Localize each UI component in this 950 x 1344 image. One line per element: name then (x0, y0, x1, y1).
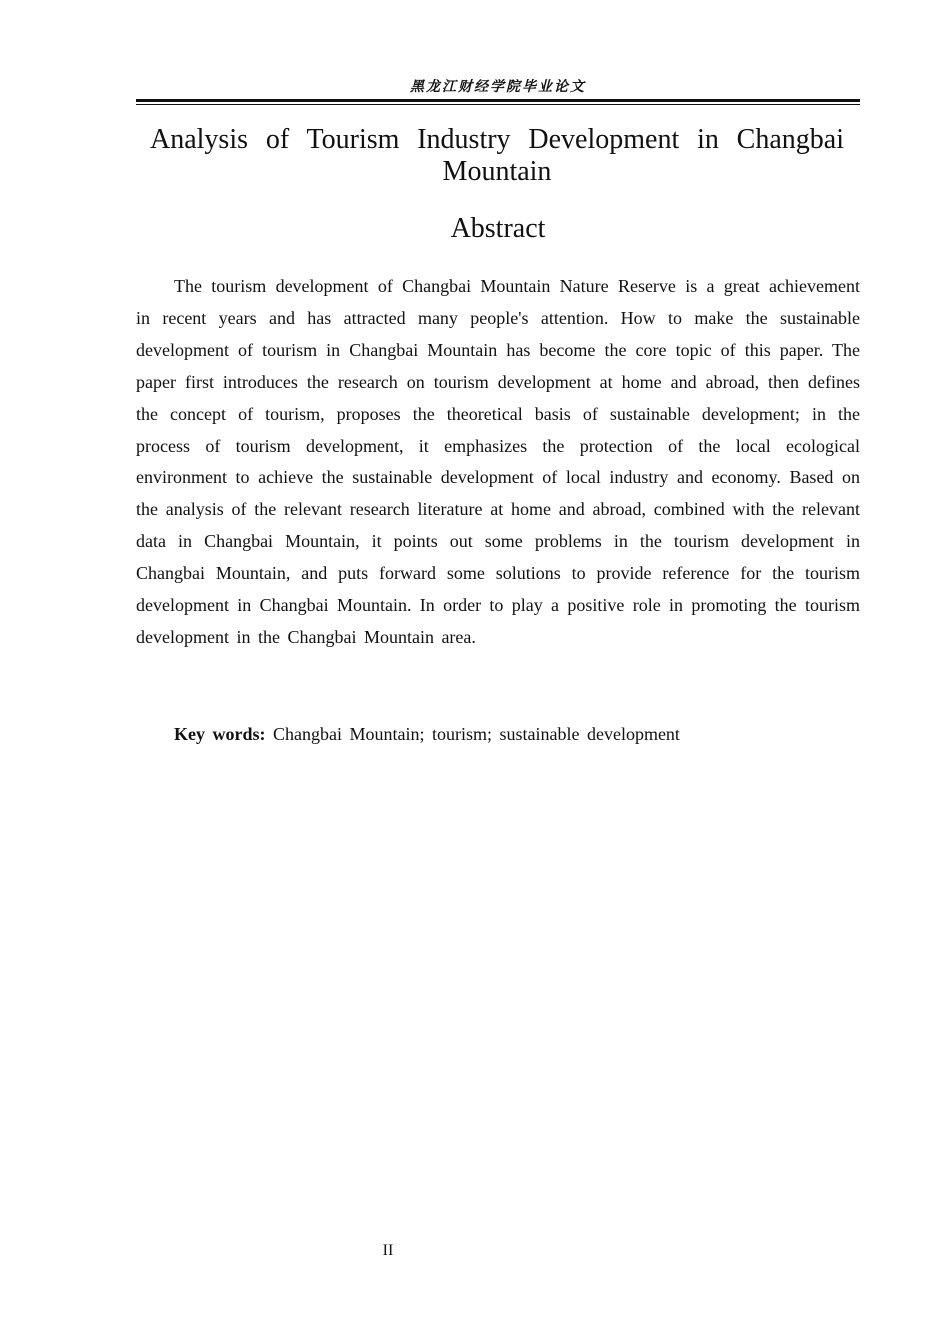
keywords-label: Key words: (174, 724, 266, 744)
abstract-heading: Abstract (450, 213, 546, 244)
running-header: 黑龙江财经学院毕业论文 (410, 79, 586, 95)
abstract-body: The tourism development of Changbai Mountain Nature Reserve is a great achievement in recent years and has attracted many people's attention. How to make the sustainable development of tourism in Changbai Mountain has become the core topic of this paper. The paper first introduces the research on tourism development at home and abroad, then defines the concept of tourism, proposes the theoretical basis of sustainable development; in the process of tourism development, it emphasizes the protection of the local ecological environment to achieve the sustainable development of local industry and economy. Based on the analysis of the relevant research literature at home and abroad, combined with the relevant data in Changbai Mountain, it points out some problems in the tourism development in Changbai Mountain, and puts forward some solutions to provide reference for the tourism development in Changbai Mountain. In order to play a positive role in promoting the tourism development in the Changbai Mountain area. (136, 276, 860, 647)
keywords-text: Changbai Mountain; tourism; sustainable development (273, 724, 680, 744)
paper-title: Analysis of Tourism Industry Development in Changbai Mountain (150, 124, 844, 187)
header-rule-thin (136, 104, 860, 105)
page-number: II (382, 1242, 394, 1259)
keywords-line (136, 718, 860, 750)
header-rule-thick (136, 99, 860, 102)
